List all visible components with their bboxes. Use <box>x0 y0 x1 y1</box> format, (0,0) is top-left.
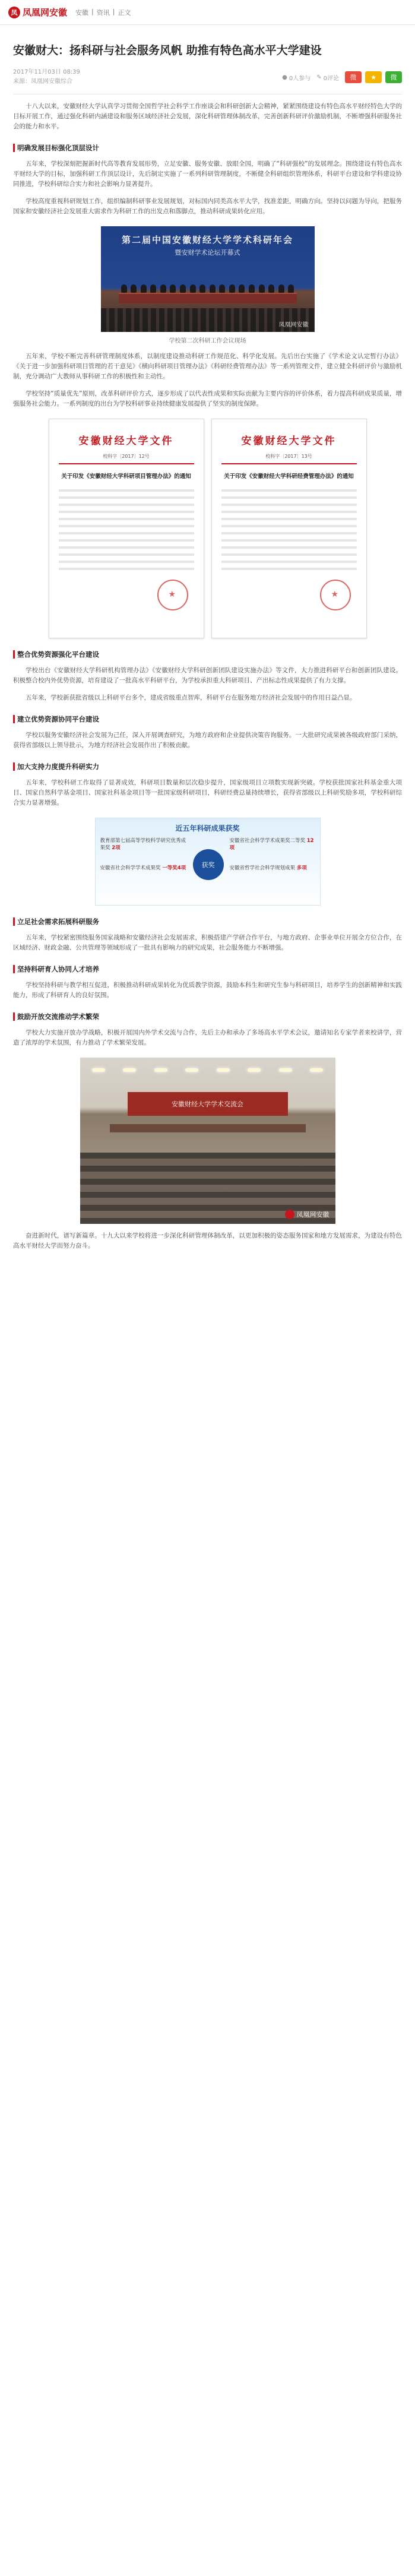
photo-banner-subtitle: 暨安财学术论坛开幕式 <box>175 249 240 257</box>
paragraph: 学校大力实施开放办学战略，积极开展国内外学术交流与合作，先后主办和承办了多场高水平学术会议，邀请知名专家学者来校讲学，营造了浓厚的学术氛围，有力推动了学术繁荣发展。 <box>13 1029 402 1046</box>
logo-text: 凤凰网安徽 <box>23 7 68 18</box>
document-image <box>49 419 204 638</box>
section-heading: 明确发展目标强化顶层设计 <box>13 144 402 152</box>
breadcrumb-separator: | <box>112 7 115 15</box>
section-heading: 立足社会需求拓展科研服务 <box>13 917 402 926</box>
meeting-photo <box>80 1058 335 1224</box>
figure-caption: 学校第二次科研工作会议现场 <box>169 338 246 344</box>
breadcrumb <box>75 8 131 17</box>
article-source: 来源：凤凰网安徽综合 <box>13 78 72 85</box>
photo-banner: 安徽财经大学学术交流会 <box>128 1092 288 1116</box>
article-date: 2017年11月03日 08:39 <box>13 69 80 75</box>
paragraph: 五年来，学校新获批省级以上科研平台多个，建成省级重点智库，科研平台在服务地方经济社会发展中的作用日益凸显。 <box>26 694 356 701</box>
site-header <box>0 0 415 25</box>
photo-banner-title: 第二届中国安徽财经大学学术科研年会 <box>121 235 293 245</box>
conference-figure <box>13 226 402 344</box>
section-heading: 加大支持力度提升科研实力 <box>13 762 402 771</box>
article-title: 安徽财大：扬科研与社会服务风帆 助推有特色高水平大学建设 <box>13 44 322 57</box>
award-item: 安徽省哲学社会科学规划成果 多项 <box>229 865 307 871</box>
article-meta <box>13 68 402 87</box>
conference-photo <box>101 226 315 332</box>
article-intro: 十八大以来，安徽财经大学认真学习贯彻全国哲学社会科学工作座谈会和科研创新大会精神，紧紧围绕建设有特色高水平财经特色大学的目标开展工作，通过强化科研内涵建设和服务区域经济社会发展，深化科研管理体制改革，完善创新科研评价激励机制，不断增强科研服务社会的能力和水平。 <box>13 103 402 130</box>
comment-count[interactable]: ✎ 0评论 <box>316 74 339 82</box>
award-item: 安徽省社会科学学术成果奖 一等奖4项 <box>100 865 186 871</box>
document-number: 校科字〔2017〕13号 <box>265 454 312 459</box>
paragraph: 学校出台《安徽财经大学科研机构管理办法》《安徽财经大学科研创新团队建设实施办法》等文件，大力推进科研平台和创新团队建设。积极整合校内外优势资源，培育建设了一批高水平科研平台，为学校承担重大科研项目、产出标志性成果提供了有力支撑。 <box>13 667 402 684</box>
article-main <box>0 42 415 1269</box>
breadcrumb-item[interactable]: 资讯 <box>96 8 110 17</box>
qzone-share-icon[interactable]: ★ <box>365 71 382 83</box>
seal-icon <box>157 580 188 610</box>
logo-icon <box>285 1210 294 1219</box>
paragraph: 学校高度重视科研规划工作，组织编制科研事业发展规划，对标国内同类高水平大学，找准差距，明确方向。坚持以问题为导向，把服务国家和安徽经济社会发展重大需求作为科研工作的出发点和落脚点，推动科研成果转化应用。 <box>13 198 402 215</box>
award-center: 获奖 <box>193 849 224 880</box>
section-heading: 坚持科研育人协同人才培养 <box>13 965 402 973</box>
logo-icon: 凤 <box>8 7 20 18</box>
comment-icon: ✎ <box>316 74 322 81</box>
breadcrumb-separator: | <box>91 7 94 15</box>
document-header: 安徽财经大学文件 <box>241 435 337 447</box>
closing-paragraph: 奋进新时代，谱写新篇章。十九大以来学校将进一步深化科研管理体制改革，以更加积极的姿态服务国家和地方发展需求，为建设有特色高水平财经大学而努力奋斗。 <box>13 1232 402 1249</box>
award-title: 近五年科研成果获奖 <box>175 824 240 833</box>
award-infographic <box>95 818 321 906</box>
read-count[interactable]: ● 0人参与 <box>282 74 311 82</box>
award-item: 教育部第七届高等学校科学研究优秀成果奖 2项 <box>100 838 186 851</box>
section-heading: 鼓励开放交流推动学术繁荣 <box>13 1012 402 1021</box>
site-logo[interactable] <box>8 6 67 18</box>
breadcrumb-item[interactable]: 安徽 <box>75 8 89 17</box>
paragraph: 五年来，学校深刻把握新时代高等教育发展形势，立足安徽、服务安徽、放眼全国，明确了“科研强校”的发展理念。围绕建设有特色高水平财经大学的目标，加强科研工作顶层设计，先后制定实施了一系列科研管理制度，不断健全科研组织管理体系，科研平台建设和学科建设协同推进，学校科研综合实力和社会影响力显著提升。 <box>13 160 402 188</box>
share-buttons <box>345 71 402 83</box>
document-title: 关于印发《安徽财经大学科研经费管理办法》的通知 <box>224 473 354 480</box>
section-heading: 建立优势资源协同平台建设 <box>13 715 402 723</box>
document-title: 关于印发《安徽财经大学科研项目管理办法》的通知 <box>61 473 191 480</box>
weibo-share-icon[interactable]: 微 <box>345 71 362 83</box>
award-item: 安徽省社会科学学术成果奖二等奖 12项 <box>229 838 314 851</box>
document-number: 校科字〔2017〕12号 <box>103 454 150 459</box>
person-icon: ● <box>282 74 287 81</box>
wechat-share-icon[interactable]: 微 <box>385 71 402 83</box>
paragraph: 五年来，学校不断完善科研管理制度体系，以制度建设推动科研工作规范化、科学化发展。先后出台实施了《学术论文认定暂行办法》《关于进一步加强科研项目管理的若干意见》《横向科研项目管理办法》《科研经费管理办法》等一系列管理文件，建立健全科研评价与激励机制，充分调动广大教师从事科研工作的积极性和主动性。 <box>13 353 402 380</box>
photo-watermark: 凤凰网安徽 <box>285 1210 330 1219</box>
paragraph: 学校以服务安徽经济社会发展为己任，深入开展调查研究，为地方政府和企业提供决策咨询服务。一大批研究成果被各级政府部门采纳，获得省部级以上领导批示，为地方经济社会发展作出了积极贡献。 <box>13 732 402 749</box>
document-image <box>211 419 367 638</box>
breadcrumb-item[interactable]: 正文 <box>118 8 131 17</box>
paragraph: 学校坚持“质量优先”原则，改革科研评价方式，逐步形成了以代表性成果和实际贡献为主要内容的评价体系，着力提高科研成果质量，增强服务社会能力。一系列制度的出台为学校科研事业持续健康发展提供了坚实的制度保障。 <box>13 390 402 407</box>
paragraph: 五年来，学校科研工作取得了显著成效，科研项目数量和层次稳步提升，国家级项目立项数实现新突破。学校获批国家社科基金重大项目、国家自然科学基金项目、国家社科基金项目等一批国家级科研项目，科研经费总量持续增长，获得省部级以上科研奖励多项，学校科研综合实力显著增强。 <box>13 779 402 806</box>
photo-watermark: 凤凰网安徽 <box>278 322 309 328</box>
seal-icon <box>320 580 351 610</box>
paragraph: 五年来，学校紧密围绕服务国家战略和安徽经济社会发展需求，积极搭建产学研合作平台，与地方政府、企事业单位开展全方位合作，在区域经济、财政金融、公共管理等领域形成了一批具有影响力的研究成果，社会服务能力不断增强。 <box>13 934 402 951</box>
document-images <box>47 419 368 638</box>
section-heading: 整合优势资源强化平台建设 <box>13 650 402 659</box>
paragraph: 学校坚持科研与教学相互促进，积极推动科研成果转化为优质教学资源，鼓励本科生和研究生参与科研项目，培养学生的创新精神和实践能力，形成了科研育人的良好氛围。 <box>13 982 402 999</box>
document-header: 安徽财经大学文件 <box>78 435 174 447</box>
article-page <box>0 0 415 1269</box>
